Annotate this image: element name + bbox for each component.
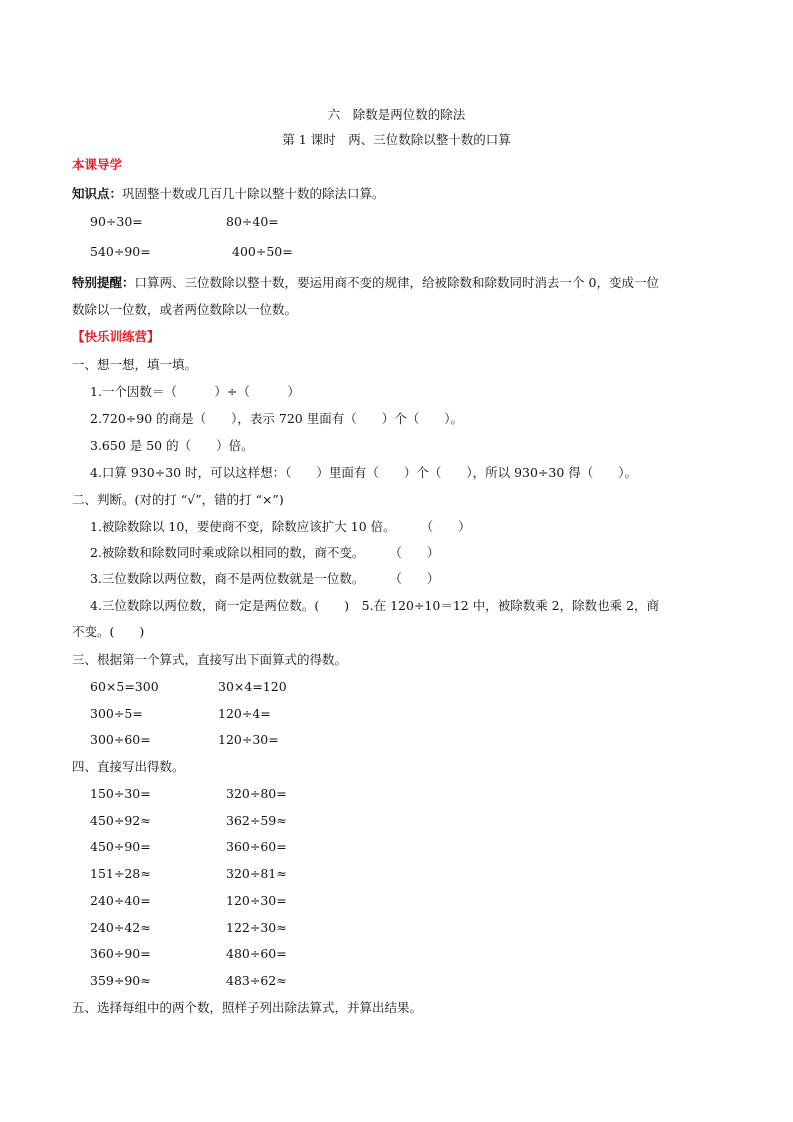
tip: 特别提醒：口算两、三位数除以整十数，要运用商不变的规律，给被除数和除数同时消去一个 0，变成一位 — [72, 275, 659, 290]
question: 4.口算 930÷30 时，可以这样想：（ ）里面有（ ）个（ ），所以 930÷30 得（ ）。 — [90, 465, 638, 480]
calc-item: 122÷30≈ — [226, 919, 287, 935]
exercise: 80÷40= — [226, 214, 279, 229]
question: 1.被除数除以 10，要使商不变，除数应该扩大 10 倍。 （ ） — [90, 519, 471, 534]
section-title: 五、选择每组中的两个数，照样子列出除法算式，并算出结果。 — [72, 1000, 423, 1015]
calc-item: 150÷30= — [90, 786, 151, 801]
knowledge-point: 知识点：巩固整十数或几百几十除以整十数的除法口算。 — [72, 186, 385, 201]
question: 3.三位数除以两位数，商不是两位数就是一位数。 （ ） — [90, 571, 440, 586]
calc-item: 151÷28≈ — [90, 866, 151, 882]
calc-item: 450÷90= — [90, 839, 151, 855]
calc-item: 483÷62≈ — [226, 972, 287, 988]
section-title: 四、直接写出得数。 — [72, 759, 185, 774]
section-title: 三、根据第一个算式，直接写出下面算式的得数。 — [72, 652, 348, 667]
calc-item: 360÷60= — [226, 839, 287, 855]
calc-item: 362÷59≈ — [226, 812, 287, 828]
calc-item: 60×5=300 — [90, 679, 159, 694]
question-continued: 不变。( ) — [72, 624, 145, 639]
question: 3.650 是 50 的（ ）倍。 — [90, 438, 254, 453]
camp-heading: 【快乐训练营】 — [72, 329, 160, 344]
calc-item: 359÷90≈ — [90, 972, 151, 988]
calc-item: 480÷60= — [226, 946, 287, 962]
calc-item: 320÷80= — [226, 786, 287, 801]
exercise: 90÷30= — [90, 214, 143, 229]
question: 4.三位数除以两位数，商一定是两位数。( ) 5.在 120÷10＝12 中，被除数乘 2，除数也乘 2，商 — [90, 598, 660, 613]
calc-item: 360÷90= — [90, 946, 151, 962]
question: 1.一个因数＝（ ）÷（ ） — [90, 384, 300, 399]
lesson-title: 第 1 课时 两、三位数除以整十数的口算 — [282, 132, 511, 147]
tip-continued: 数除以一位数，或者两位数除以一位数。 — [72, 302, 298, 317]
exercise: 400÷50= — [232, 244, 293, 259]
calc-item: 240÷42≈ — [90, 919, 151, 935]
chapter-title: 六 除数是两位数的除法 — [327, 107, 466, 122]
question: 2.被除数和除数同时乘或除以相同的数，商不变。 （ ） — [90, 545, 440, 560]
calc-item: 120÷4= — [218, 705, 271, 721]
calc-item: 450÷92≈ — [90, 812, 151, 828]
question: 2.720÷90 的商是（ ），表示 720 里面有（ ）个（ ）。 — [90, 411, 463, 426]
calc-item: 120÷30= — [226, 892, 287, 908]
guide-heading: 本课导学 — [72, 157, 123, 172]
section-title: 二、判断。(对的打 “√”，错的打 “×”) — [72, 492, 284, 507]
calc-item: 300÷60= — [90, 732, 151, 748]
calc-item: 300÷5= — [90, 705, 143, 721]
calc-item: 30×4=120 — [218, 679, 287, 694]
section-title: 一、想一想，填一填。 — [72, 357, 198, 372]
calc-item: 320÷81≈ — [226, 866, 287, 882]
calc-item: 120÷30= — [218, 732, 279, 748]
calc-item: 240÷40= — [90, 892, 151, 908]
exercise: 540÷90= — [90, 244, 151, 259]
